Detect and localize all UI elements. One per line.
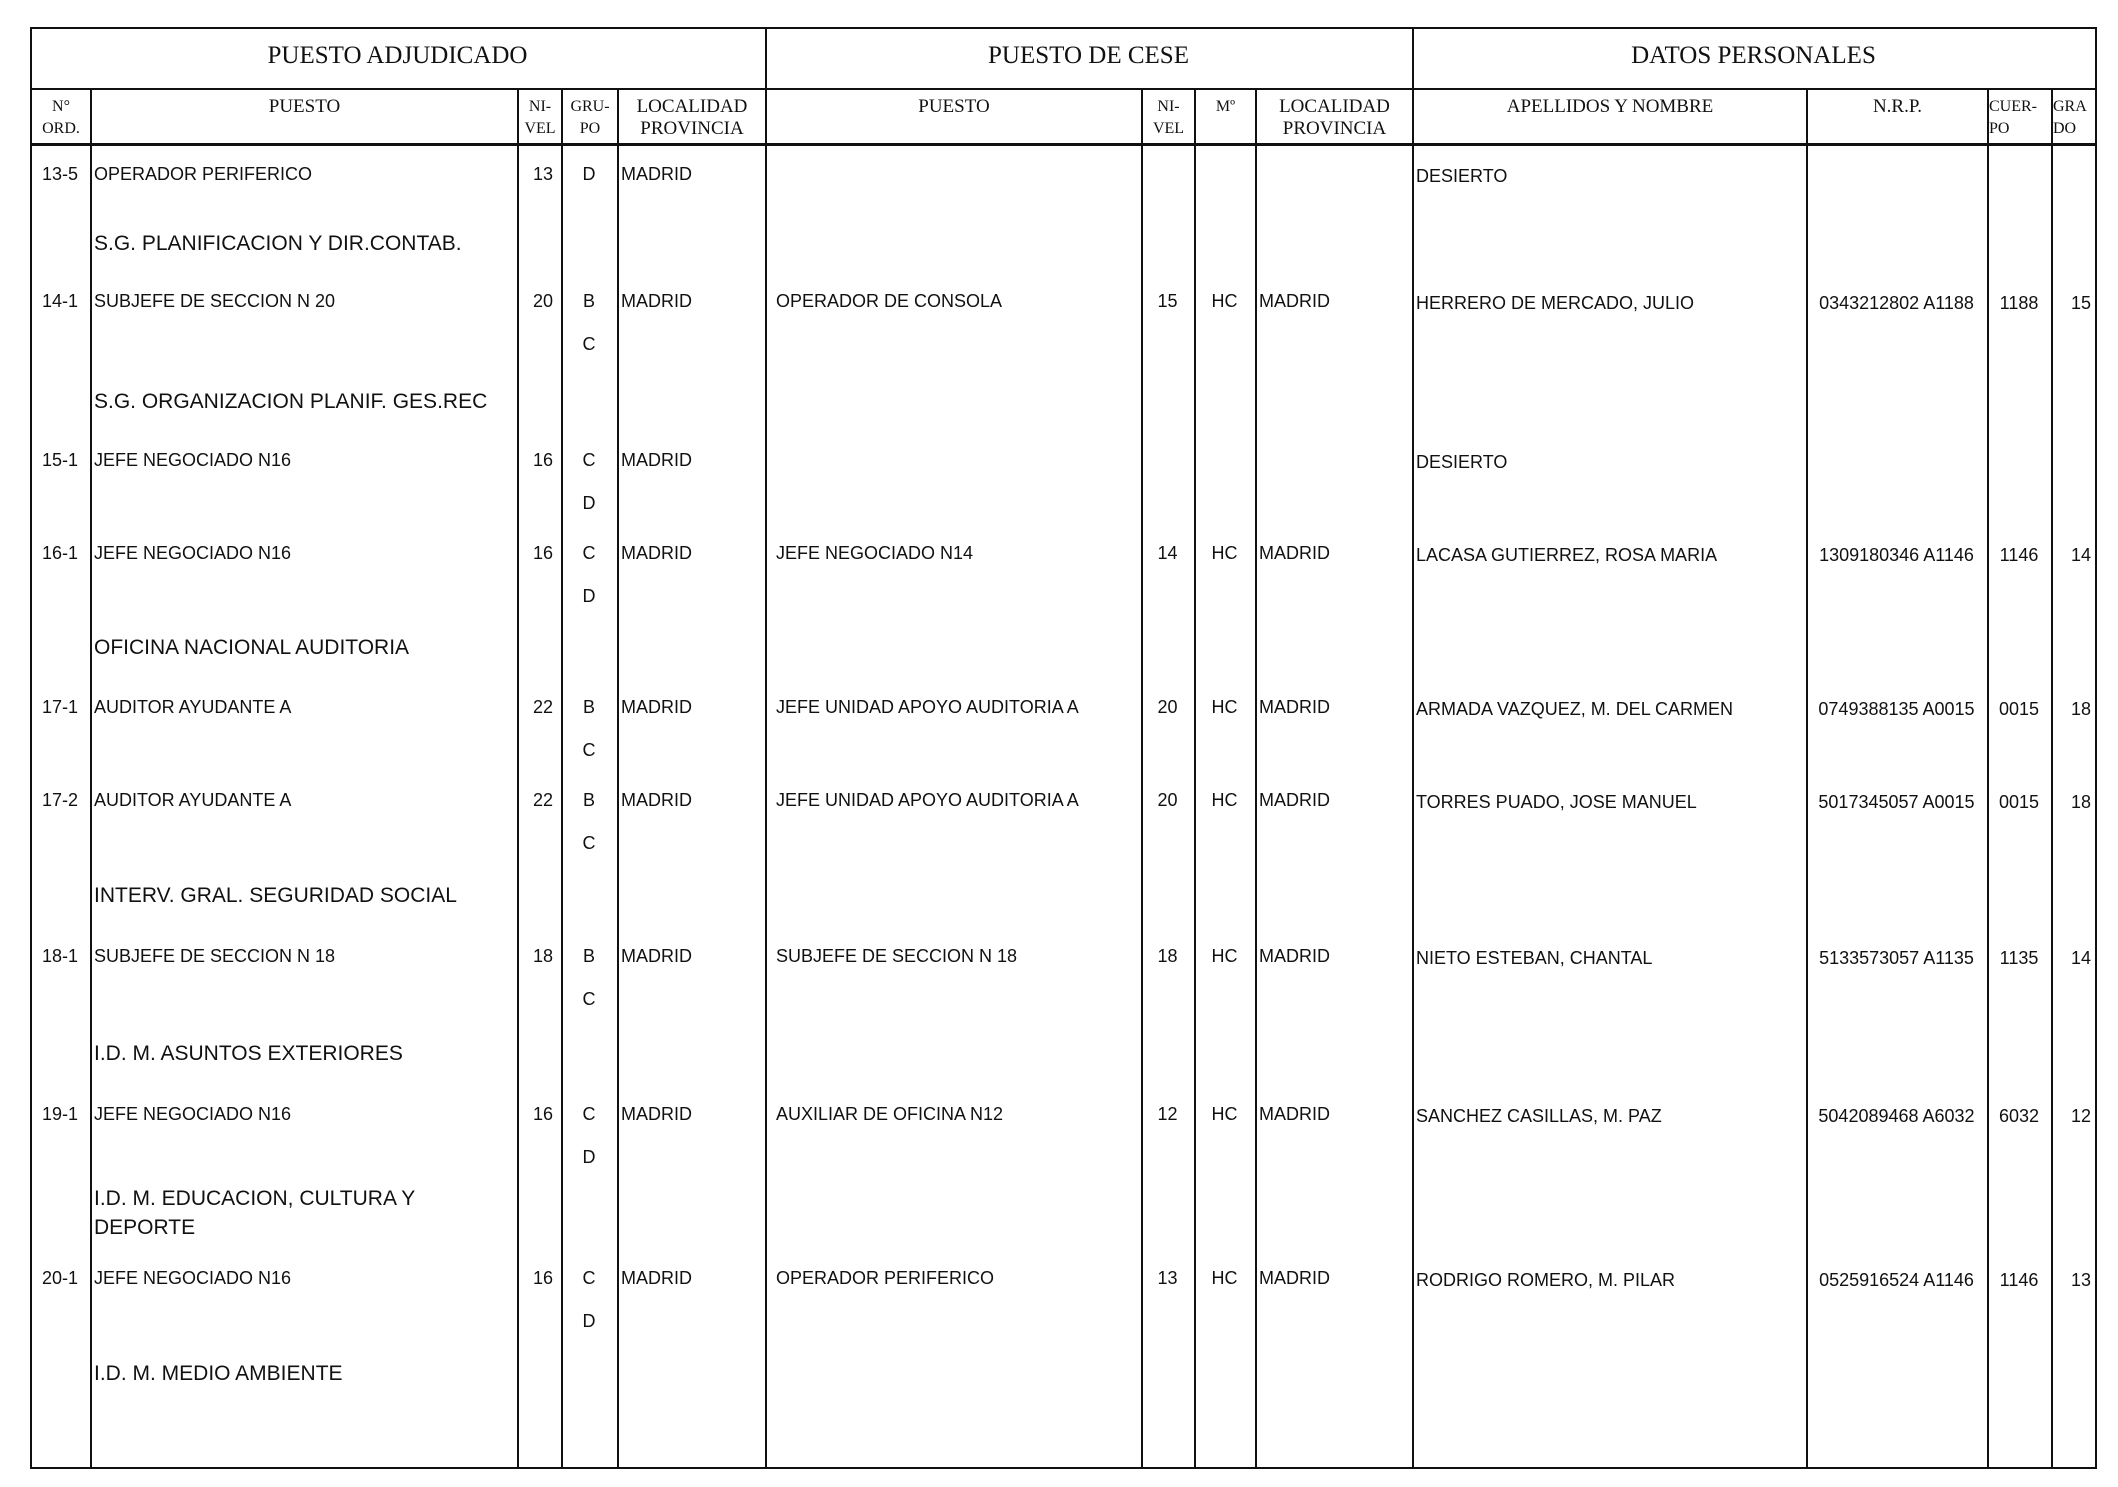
cell-grado: 18 [2070, 792, 2091, 812]
cell-grupo: C [582, 543, 596, 563]
cell-localidad: MADRID [621, 1268, 692, 1288]
column-header-line: N.R.P. [1872, 96, 1923, 117]
column-header-line: VEL [1152, 120, 1185, 137]
cell-cese-localidad: MADRID [1259, 1268, 1330, 1288]
cell-grado: 13 [2070, 1270, 2091, 1290]
cell-puesto: OPERADOR PERIFERICO [94, 164, 313, 184]
cell-nivel: 20 [532, 291, 553, 311]
cell-localidad: MADRID [621, 543, 692, 563]
cell-cese-m: HC [1211, 946, 1238, 966]
cell-localidad: MADRID [621, 450, 692, 470]
cell-ord: 14-1 [41, 291, 79, 311]
cell-cese-puesto: AUXILIAR DE OFICINA N12 [776, 1104, 1004, 1124]
cell-cese-m: HC [1211, 291, 1238, 311]
cell-cese-puesto: OPERADOR DE CONSOLA [776, 291, 1003, 311]
column-header-line [767, 118, 1141, 140]
cell-nombre: DESIERTO [1416, 166, 1508, 186]
column-header-line [1808, 118, 1987, 140]
column-header-line: NI- [528, 98, 552, 115]
cell-grupo: C [582, 740, 596, 760]
column-header-line: PUESTO [918, 96, 990, 117]
column-header-nivel [519, 96, 561, 140]
cell-nombre: HERRERO DE MERCADO, JULIO [1416, 293, 1695, 313]
cell-puesto: SUBJEFE DE SECCION N 20 [94, 291, 336, 311]
column-header-localidad [619, 96, 765, 140]
cell-puesto: JEFE NEGOCIADO N16 [94, 450, 292, 470]
column-header-line [92, 118, 517, 140]
cell-cese-m: HC [1211, 543, 1238, 563]
cell-grupo: C [582, 334, 596, 354]
column-header-line: LOCALIDAD [636, 96, 748, 117]
cell-cese-localidad: MADRID [1259, 291, 1330, 311]
cell-ord: 17-1 [41, 697, 79, 717]
cell-nivel: 22 [532, 697, 553, 717]
cell-cese-localidad: MADRID [1259, 697, 1330, 717]
cell-ord: 18-1 [41, 946, 79, 966]
cell-cese-nivel: 14 [1157, 543, 1178, 563]
cell-nrp: 1309180346 A1146 [1819, 545, 1974, 565]
column-header-line: PO [579, 120, 601, 137]
cell-nivel: 16 [532, 450, 553, 470]
cell-cese-m: HC [1211, 697, 1238, 717]
column-header-line: ORD. [42, 120, 80, 137]
cell-cuerpo: 1146 [1999, 1270, 2039, 1290]
column-header-line: GRU- [570, 98, 610, 115]
cell-grupo: C [582, 450, 596, 470]
cell-nombre: DESIERTO [1416, 452, 1508, 472]
cell-grado: 15 [2070, 293, 2091, 313]
cell-grupo: C [582, 1268, 596, 1288]
cell-cese-nivel: 20 [1157, 790, 1178, 810]
cell-cuerpo: 0015 [1998, 792, 2040, 812]
cell-nivel: 18 [532, 946, 553, 966]
rule [617, 88, 619, 1469]
group-header-adjudicado: PUESTO ADJUDICADO [267, 42, 528, 69]
cell-cese-puesto: OPERADOR PERIFERICO [776, 1268, 995, 1288]
cell-nrp: 5017345057 A0015 [1818, 792, 1975, 812]
column-header-line: N° [52, 98, 70, 115]
cell-localidad: MADRID [621, 291, 692, 311]
cell-localidad: MADRID [621, 946, 692, 966]
section-heading: I.D. M. MEDIO AMBIENTE [94, 1362, 343, 1385]
column-header-line: DO [2053, 120, 2077, 137]
section-heading: I.D. M. EDUCACION, CULTURA Y [94, 1187, 416, 1210]
cell-puesto: AUDITOR AYUDANTE A [94, 697, 292, 717]
group-header-cese: PUESTO DE CESE [988, 42, 1189, 69]
rule [1255, 88, 1257, 1469]
column-header-line: PROVINCIA [640, 118, 744, 139]
cell-puesto: SUBJEFE DE SECCION N 18 [94, 946, 336, 966]
rule [2095, 27, 2097, 1469]
cell-cese-nivel: 15 [1157, 291, 1178, 311]
section-heading: S.G. ORGANIZACION PLANIF. GES.REC [94, 390, 488, 413]
column-header-puesto [92, 96, 517, 140]
cell-grupo: D [582, 164, 596, 184]
section-heading: S.G. PLANIFICACION Y DIR.CONTAB. [94, 232, 462, 255]
cell-nombre: NIETO ESTEBAN, CHANTAL [1416, 948, 1653, 968]
cell-nivel: 16 [532, 1268, 553, 1288]
group-header-personales: DATOS PERSONALES [1631, 42, 1876, 69]
cell-nivel: 13 [532, 164, 553, 184]
column-header-line: VEL [524, 120, 556, 137]
cell-localidad: MADRID [621, 1104, 692, 1124]
section-heading: INTERV. GRAL. SEGURIDAD SOCIAL [94, 884, 457, 907]
section-heading: OFICINA NACIONAL AUDITORIA [94, 636, 410, 659]
cell-grado: 14 [2070, 545, 2091, 565]
cell-grupo: B [582, 291, 595, 311]
column-header-ord [32, 96, 90, 140]
cell-grupo: B [582, 946, 595, 966]
cell-ord: 15-1 [41, 450, 79, 470]
column-header-grupo [563, 96, 617, 140]
cell-puesto: JEFE NEGOCIADO N16 [94, 543, 292, 563]
section-heading: DEPORTE [94, 1216, 196, 1239]
section-heading: I.D. M. ASUNTOS EXTERIORES [94, 1042, 403, 1065]
cell-grupo: B [582, 790, 595, 810]
cell-nrp: 5133573057 A1135 [1819, 948, 1974, 968]
column-header-grado [2053, 96, 2095, 140]
column-header-nombre [1414, 96, 1806, 140]
cell-grupo: B [582, 697, 595, 717]
column-header-line: CUER- [1989, 98, 2037, 115]
cell-grado: 14 [2070, 948, 2091, 968]
rule [30, 27, 32, 1469]
cell-cuerpo: 1135 [1999, 948, 2039, 968]
cell-cese-localidad: MADRID [1259, 1104, 1330, 1124]
column-header-cese-localidad [1257, 96, 1412, 140]
cell-nivel: 16 [532, 1104, 553, 1124]
column-header-line [1414, 118, 1806, 140]
rule [30, 88, 2097, 90]
cell-nombre: RODRIGO ROMERO, M. PILAR [1416, 1270, 1676, 1290]
column-header-nrp [1808, 96, 1987, 140]
cell-nombre: ARMADA VAZQUEZ, M. DEL CARMEN [1416, 699, 1734, 719]
rule [30, 27, 2097, 29]
cell-cese-puesto: JEFE UNIDAD APOYO AUDITORIA A [776, 790, 1079, 810]
column-header-line: LOCALIDAD [1279, 96, 1390, 117]
cell-ord: 16-1 [41, 543, 79, 563]
cell-puesto: AUDITOR AYUDANTE A [94, 790, 292, 810]
cell-cese-localidad: MADRID [1259, 790, 1330, 810]
cell-cese-m: HC [1211, 790, 1238, 810]
cell-cese-nivel: 12 [1157, 1104, 1178, 1124]
cell-cese-nivel: 18 [1157, 946, 1178, 966]
cell-cese-m: HC [1211, 1104, 1238, 1124]
cell-grupo: C [582, 833, 596, 853]
cell-grupo: D [582, 1147, 596, 1167]
rule [30, 143, 2097, 146]
cell-cese-nivel: 13 [1157, 1268, 1178, 1288]
column-header-line: GRA [2053, 98, 2087, 115]
cell-grado: 18 [2070, 699, 2091, 719]
cell-ord: 17-2 [41, 790, 79, 810]
cell-nrp: 0749388135 A0015 [1818, 699, 1975, 719]
cell-grado: 12 [2070, 1106, 2091, 1126]
cell-nrp: 0343212802 A1188 [1819, 293, 1974, 313]
column-header-line: PUESTO [268, 96, 341, 117]
cell-grupo: D [582, 493, 596, 513]
cell-nombre: LACASA GUTIERREZ, ROSA MARIA [1416, 545, 1718, 565]
column-header-line: NI- [1157, 98, 1180, 115]
cell-ord: 13-5 [41, 164, 79, 184]
cell-puesto: JEFE NEGOCIADO N16 [94, 1104, 292, 1124]
rule [30, 1467, 2097, 1469]
cell-nombre: TORRES PUADO, JOSE MANUEL [1416, 792, 1697, 812]
cell-cese-puesto: JEFE NEGOCIADO N14 [776, 543, 974, 563]
cell-nivel: 22 [532, 790, 553, 810]
cell-nrp: 5042089468 A6032 [1818, 1106, 1975, 1126]
cell-cese-localidad: MADRID [1259, 946, 1330, 966]
cell-nombre: SANCHEZ CASILLAS, M. PAZ [1416, 1106, 1662, 1126]
cell-cuerpo: 1146 [1999, 545, 2039, 565]
cell-grupo: C [582, 1104, 596, 1124]
rule [1412, 27, 1414, 1469]
cell-cuerpo: 1188 [1999, 293, 2039, 313]
column-header-cese-m [1196, 96, 1255, 140]
cell-puesto: JEFE NEGOCIADO N16 [94, 1268, 292, 1288]
cell-nivel: 16 [532, 543, 553, 563]
cell-localidad: MADRID [621, 790, 692, 810]
cell-nrp: 0525916524 A1146 [1819, 1270, 1974, 1290]
cell-cese-m: HC [1211, 1268, 1238, 1288]
cell-grupo: D [582, 1311, 596, 1331]
cell-cese-localidad: MADRID [1259, 543, 1330, 563]
cell-ord: 19-1 [41, 1104, 79, 1124]
column-header-cese-puesto [767, 96, 1141, 140]
column-header-cese-nivel [1143, 96, 1194, 140]
cell-ord: 20-1 [41, 1268, 79, 1288]
cell-grupo: C [582, 989, 596, 1009]
column-header-line: PROVINCIA [1282, 118, 1387, 139]
cell-cese-puesto: SUBJEFE DE SECCION N 18 [776, 946, 1018, 966]
rule [90, 88, 92, 1469]
column-header-line [1196, 118, 1255, 140]
cell-localidad: MADRID [621, 164, 692, 184]
cell-localidad: MADRID [621, 697, 692, 717]
column-header-line: Mº [1215, 98, 1236, 115]
cell-cuerpo: 0015 [1998, 699, 2040, 719]
cell-grupo: D [582, 586, 596, 606]
cell-cuerpo: 6032 [1998, 1106, 2040, 1126]
column-header-line: PO [1989, 120, 2010, 137]
column-header-cuerpo [1989, 96, 2051, 140]
cell-cese-puesto: JEFE UNIDAD APOYO AUDITORIA A [776, 697, 1079, 717]
cell-cese-nivel: 20 [1157, 697, 1178, 717]
column-header-line: APELLIDOS Y NOMBRE [1506, 96, 1714, 117]
rule [765, 27, 767, 1469]
